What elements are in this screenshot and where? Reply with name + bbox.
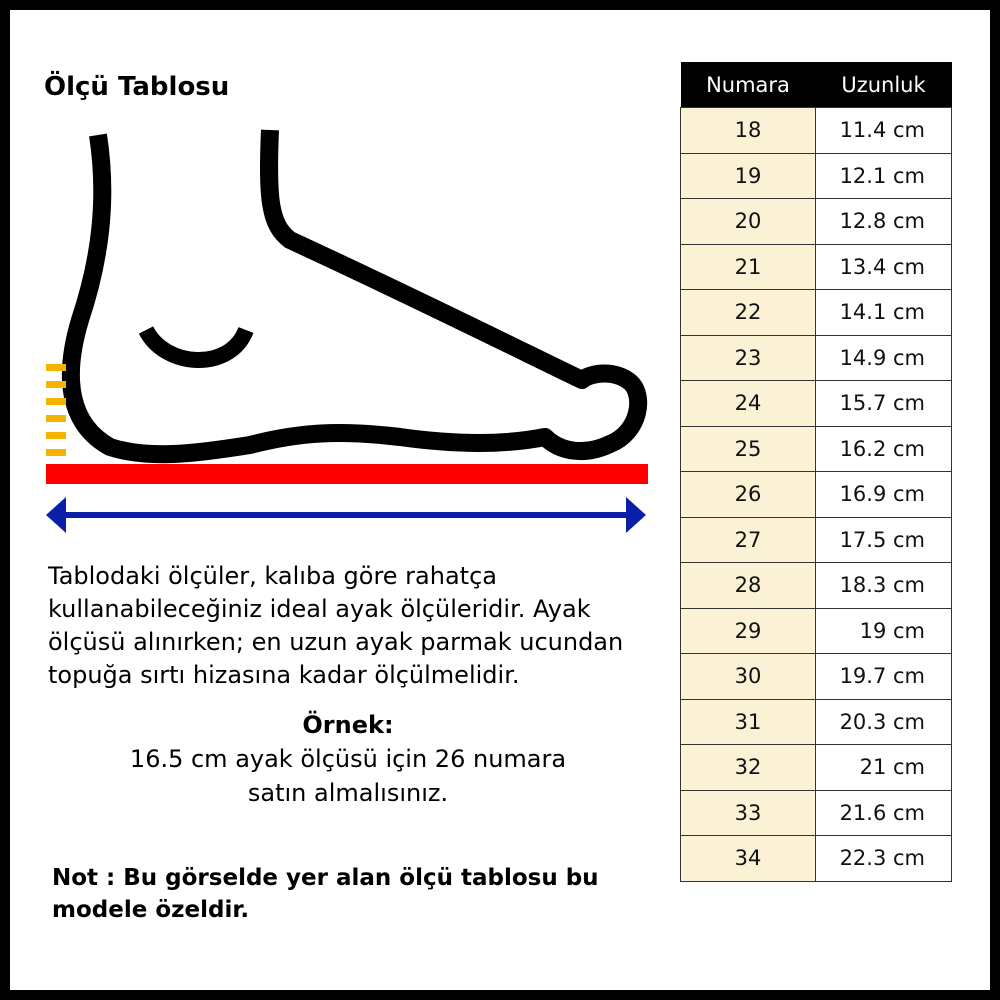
size-number-cell: 34	[681, 836, 816, 882]
foot-outline-icon	[71, 130, 638, 454]
column-header-length: Uzunluk	[816, 62, 952, 108]
heel-mark	[46, 381, 66, 388]
size-number-cell: 19	[681, 153, 816, 199]
table-row	[681, 699, 952, 745]
foot-length-cell: 12.1 cm	[816, 153, 952, 199]
size-number-cell: 33	[681, 790, 816, 836]
size-number-cell: 30	[681, 654, 816, 700]
table-row	[681, 153, 952, 199]
size-number-cell: 25	[681, 426, 816, 472]
table-row	[681, 745, 952, 791]
table-row	[681, 381, 952, 427]
table-header-row	[681, 62, 952, 108]
foot-length-cell: 22.3 cm	[816, 836, 952, 882]
size-number-cell: 29	[681, 608, 816, 654]
heel-mark	[46, 364, 66, 371]
size-number-cell: 21	[681, 244, 816, 290]
description-line: ölçüsü alınırken; en uzun ayak parmak ucundan	[48, 628, 624, 656]
table-row	[681, 608, 952, 654]
foot-length-cell: 11.4 cm	[816, 108, 952, 154]
example-line: 16.5 cm ayak ölçüsü için 26 numara	[129, 745, 567, 773]
size-number-cell: 31	[681, 699, 816, 745]
size-number-cell: 28	[681, 563, 816, 609]
size-number-cell: 23	[681, 335, 816, 381]
note-line: Not : Bu görselde yer alan ölçü tablosu bu	[52, 865, 599, 891]
table-row	[681, 290, 952, 336]
heel-mark	[46, 398, 66, 405]
table-row	[681, 199, 952, 245]
foot-measure-illustration	[0, 0, 700, 560]
foot-length-cell: 19.7 cm	[816, 654, 952, 700]
size-number-cell: 22	[681, 290, 816, 336]
foot-length-cell: 14.9 cm	[816, 335, 952, 381]
heel-mark	[46, 415, 66, 422]
table-row	[681, 790, 952, 836]
note-block	[52, 862, 652, 926]
column-header-number: Numara	[681, 62, 816, 108]
table-row	[681, 654, 952, 700]
example-block	[48, 708, 648, 810]
size-number-cell: 20	[681, 199, 816, 245]
foot-length-cell: 14.1 cm	[816, 290, 952, 336]
table-row	[681, 335, 952, 381]
table-row	[681, 244, 952, 290]
heel-mark	[46, 432, 66, 439]
size-table-body	[681, 108, 952, 882]
table-row	[681, 836, 952, 882]
table-row	[681, 563, 952, 609]
arrow-head-right	[626, 497, 646, 533]
table-row	[681, 472, 952, 518]
foot-length-cell: 16.2 cm	[816, 426, 952, 472]
description-line: topuğa sırtı hizasına kadar ölçülmelidir.	[48, 661, 520, 689]
foot-length-cell: 12.8 cm	[816, 199, 952, 245]
size-table	[680, 62, 952, 882]
description-line: Tablodaki ölçüler, kalıba göre rahatça	[48, 562, 497, 590]
size-number-cell: 24	[681, 381, 816, 427]
length-arrow-icon	[46, 497, 646, 533]
foot-length-cell: 19 cm	[816, 608, 952, 654]
foot-length-cell: 17.5 cm	[816, 517, 952, 563]
description-text	[48, 560, 658, 692]
table-row	[681, 517, 952, 563]
foot-length-cell: 20.3 cm	[816, 699, 952, 745]
description-line: kullanabileceğiniz ideal ayak ölçüleridir. Ayak	[48, 595, 591, 623]
foot-length-cell: 16.9 cm	[816, 472, 952, 518]
size-number-cell: 18	[681, 108, 816, 154]
ankle-curve-icon	[146, 330, 246, 360]
size-number-cell: 27	[681, 517, 816, 563]
note-line: modele özeldir.	[52, 897, 250, 923]
table-row	[681, 108, 952, 154]
table-row	[681, 426, 952, 472]
page-title: Ölçü Tablosu	[44, 72, 230, 102]
foot-length-cell: 15.7 cm	[816, 381, 952, 427]
heel-mark	[46, 449, 66, 456]
foot-length-cell: 18.3 cm	[816, 563, 952, 609]
foot-length-cell: 13.4 cm	[816, 244, 952, 290]
arrow-head-left	[46, 497, 66, 533]
size-number-cell: 26	[681, 472, 816, 518]
foot-length-cell: 21 cm	[816, 745, 952, 791]
ground-bar	[46, 464, 648, 484]
example-heading: Örnek:	[302, 711, 394, 739]
example-line: satın almalısınız.	[247, 779, 449, 807]
size-number-cell: 32	[681, 745, 816, 791]
foot-length-cell: 21.6 cm	[816, 790, 952, 836]
